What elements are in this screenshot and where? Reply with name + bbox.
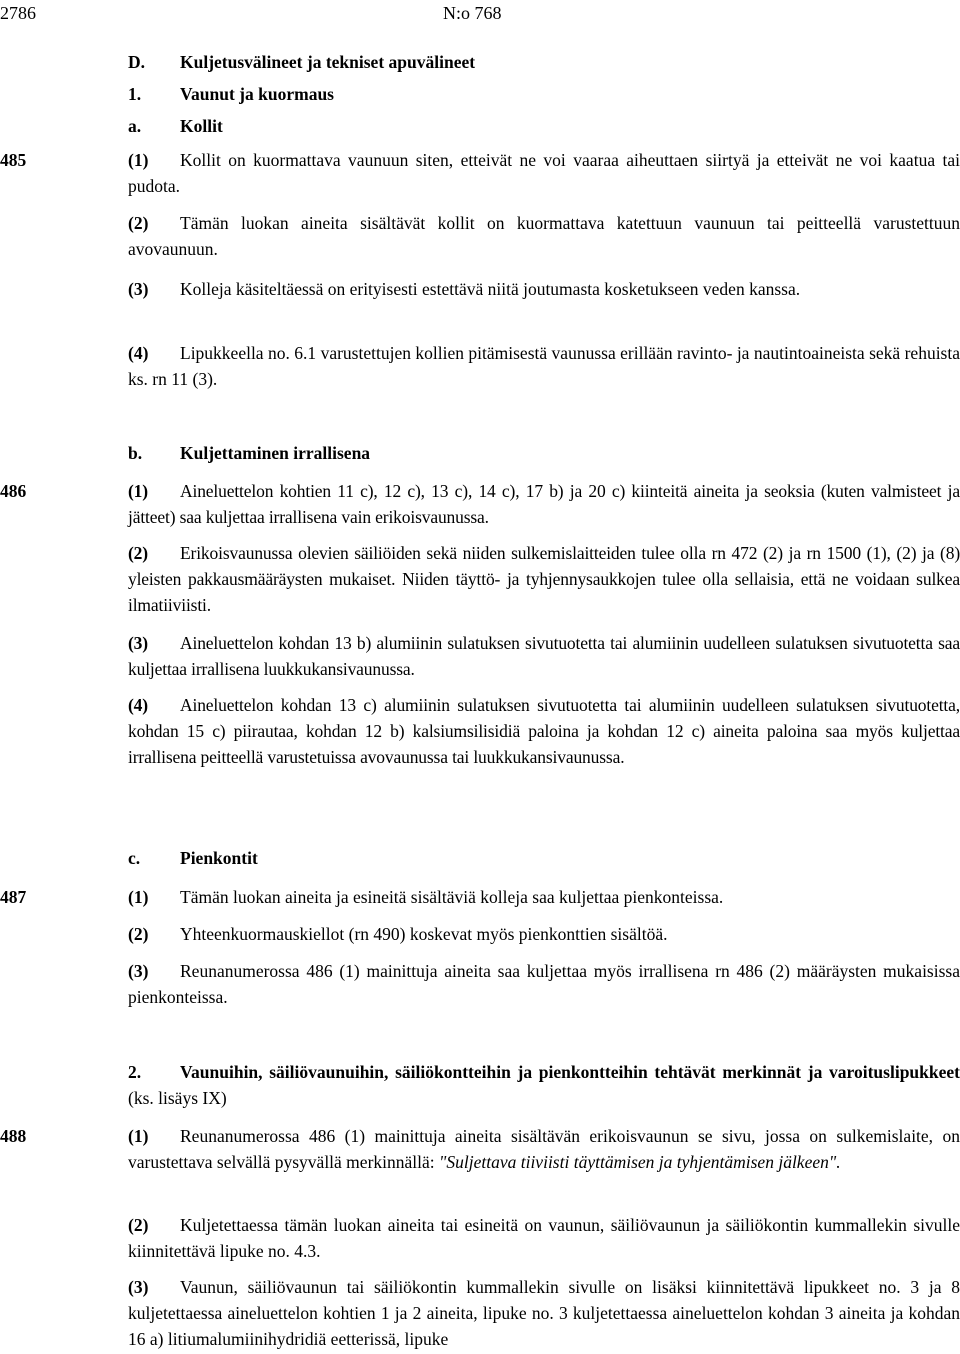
paragraph-485-4 — [128, 340, 960, 392]
margin-number-486: 486 — [0, 481, 27, 501]
paragraph-number: (2) — [128, 213, 149, 233]
paragraph-number: (2) — [128, 1215, 149, 1235]
heading-title: Vaunut ja kuormaus — [180, 84, 334, 104]
heading-label: D. — [128, 52, 146, 72]
paragraph-488-1 — [128, 1123, 960, 1175]
paragraph-text: Vaunun, säiliövaunun tai säiliökontin kummallekin sivulle on lisäksi kiinnitettävä lipukkeet no. 3 ja 8 kuljetettaessa aineluettelon kohtien 1 ja 2 aineita, lipuke no. 3 kuljetettaessa aineluettelon kohdan 3 aineita ja kohdan 16 a) litiumalumiinihydridiä eetterissä, lipuke — [128, 1277, 960, 1349]
paragraph-number: (3) — [128, 1277, 149, 1297]
paragraph-487-3 — [128, 958, 960, 1010]
paragraph-text: Erikoisvaunussa olevien säiliöiden sekä niiden sulkemislaitteiden tulee olla rn 472 (2) ja rn 1500 (1), (2) ja (8) yleisten pakkausmääräysten mukaiset. Niiden täyttö- ja tyhjennysaukkojen tulee olla sellaisia, että ne voidaan sulkea ilmatiiviisti. — [128, 543, 960, 615]
paragraph-text: Reunanumerossa 486 (1) mainittuja aineita saa kuljettaa myös irrallisena rn 486 (2) määräysten mukaisissa pienkonteissa. — [128, 961, 960, 1007]
paragraph-number: (2) — [128, 543, 148, 563]
heading-title: Pienkontit — [180, 848, 258, 868]
heading-c — [128, 845, 258, 871]
paragraph-text: Kolleja käsiteltäessä on erityisesti estettävä niitä joutumasta kosketukseen veden kanssa. — [180, 279, 801, 299]
heading-b — [128, 440, 370, 466]
margin-number-488: 488 — [0, 1126, 27, 1146]
paragraph-486-1 — [128, 478, 960, 530]
heading-d — [128, 49, 475, 75]
paragraph-text: Tämän luokan aineita ja esineitä sisältäviä kolleja saa kuljettaa pienkonteissa. — [180, 887, 724, 907]
heading-title: Kuljetusvälineet ja tekniset apuvälineet — [180, 52, 476, 72]
paragraph-485-1 — [128, 147, 960, 199]
paragraph-number: (4) — [128, 695, 148, 715]
paragraph-488-3 — [128, 1274, 960, 1352]
paragraph-number: (1) — [128, 1126, 149, 1146]
paragraph-text: Aineluettelon kohtien 11 c), 12 c), 13 c), 14 c), 17 b) ja 20 c) kiinteitä aineita ja seoksia (kuten valmisteet ja jätteet) saa kuljettaa irrallisena vain erikoisvaunussa. — [128, 481, 960, 527]
heading-title: Kollit — [180, 116, 223, 136]
heading-1 — [128, 81, 334, 107]
heading-label: 1. — [128, 84, 142, 104]
paragraph-text: Aineluettelon kohdan 13 b) alumiinin sulatuksen sivutuotetta tai alumiinin uudelleen sulatuksen sivutuotetta saa kuljettaa irrallisena luukkukansivaunussa. — [128, 633, 960, 679]
paragraph-number: (3) — [128, 633, 148, 653]
paragraph-number: (2) — [128, 924, 149, 944]
paragraph-485-2 — [128, 210, 960, 262]
heading-a — [128, 113, 223, 139]
paragraph-486-2 — [128, 540, 960, 618]
paragraph-number: (1) — [128, 887, 149, 907]
margin-number-485: 485 — [0, 150, 27, 170]
paragraph-text: Kollit on kuormattava vaunuun siten, etteivät ne voi vaaraa aiheuttaen siirtyä ja etteivät ne voi kaatua tai pudota. — [128, 150, 960, 196]
paragraph-text: Aineluettelon kohdan 13 c) alumiinin sulatuksen sivutuotetta tai alumiinin uudelleen sulatuksen sivutuotetta, kohdan 15 c) piirautaa, kohdan 12 b) kalsiumsilisidiä paloina ja kohdan 12 c) aineita paloina saa myös kuljettaa irrallisena peitteellä varustetuissa avovaunussa tai luukkukansivaunussa. — [128, 695, 960, 767]
paragraph-text: Lipukkeella no. 6.1 varustettujen kollien pitämisestä vaunussa erillään ravinto- ja nautintoaineista sekä rehuista ks. rn 11 (3). — [128, 343, 960, 389]
paragraph-number: (1) — [128, 481, 148, 501]
paragraph-486-3 — [128, 630, 960, 682]
paragraph-485-3 — [128, 276, 960, 302]
heading-suffix: (ks. lisäys IX) — [128, 1088, 227, 1108]
heading-title: Vaunuihin, säiliövaunuihin, säiliökontteihin ja pienkontteihin tehtävät merkinnät ja varoituslipukkeet — [180, 1062, 960, 1082]
heading-label: 2. — [128, 1062, 142, 1082]
paragraph-487-2 — [128, 921, 960, 947]
heading-label: b. — [128, 443, 143, 463]
paragraph-text: Yhteenkuormauskiellot (rn 490) koskevat myös pienkonttien sisältöä. — [180, 924, 668, 944]
paragraph-text: Kuljetettaessa tämän luokan aineita tai esineitä on vaunun, säiliövaunun ja säiliökontin kummallekin sivulle kiinnitettävä lipuke no. 4.3. — [128, 1215, 960, 1261]
heading-label: a. — [128, 116, 142, 136]
paragraph-text: Reunanumerossa 486 (1) mainittuja aineita sisältävän erikoisvaunun se sivu, jossa on sulkemislaite, on varustettava selvällä pysyvällä merkinnällä: — [128, 1126, 960, 1172]
paragraph-487-1 — [128, 884, 960, 910]
paragraph-number: (3) — [128, 279, 149, 299]
paragraph-488-2 — [128, 1212, 960, 1264]
paragraph-italic-text: "Suljettava tiiviisti täyttämisen ja tyhjentämisen jälkeen". — [439, 1152, 841, 1172]
page-number: 2786 — [0, 3, 36, 23]
paragraph-number: (1) — [128, 150, 149, 170]
paragraph-text: Tämän luokan aineita sisältävät kollit on kuormattava katettuun vaunuun tai peitteellä varustettuun avovaunuun. — [128, 213, 960, 259]
paragraph-number: (4) — [128, 343, 149, 363]
heading-2 — [128, 1059, 960, 1111]
paragraph-486-4 — [128, 692, 960, 770]
margin-number-487: 487 — [0, 887, 27, 907]
heading-title: Kuljettaminen irrallisena — [180, 443, 371, 463]
journal-number: N:o 768 — [443, 3, 502, 23]
page-header — [0, 0, 960, 26]
heading-label: c. — [128, 848, 141, 868]
paragraph-number: (3) — [128, 961, 149, 981]
